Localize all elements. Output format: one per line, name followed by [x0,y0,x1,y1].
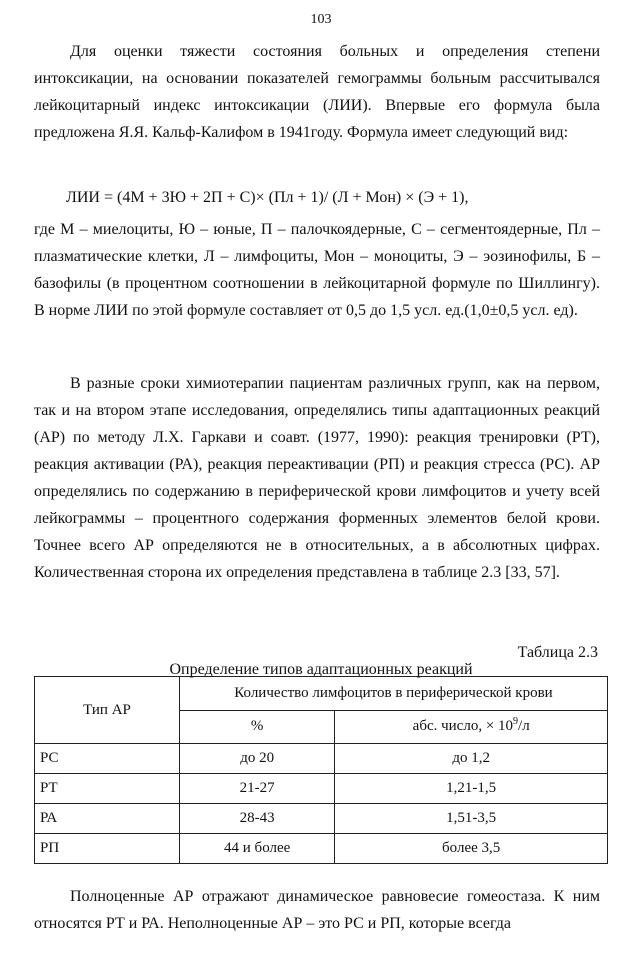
cell-percent: 28-43 [180,804,335,834]
cell-absolute: 1,51-3,5 [335,804,608,834]
header-abs-prefix: абс. число, × 10 [412,718,514,735]
paragraph-liі-intro [34,38,600,146]
paragraph-text: В разные сроки химиотерапии пациентам различных групп, как на первом, так и на втором этапе исследования, определялись типы адаптационных реакций (АР) по методу Л.Х. Гаркави и соавт. (1977, 1990): реакция тренировки (РТ), реакция активации (РА), реакция переактивации (РП) и реакция стресса (РС). АР определялись по содержанию в периферической крови лимфоцитов и учету всей лейкограммы – процентного содержания форменных элементов белой крови. Точнее всего АР определяются не в относительных, а в абсолютных цифрах. Количественная сторона их определения представлена в таблице 2.3 [33, 57]. [34,375,600,581]
header-abs-suffix: /л [518,718,530,735]
cell-absolute: до 1,2 [335,744,608,774]
cell-percent: до 20 [180,744,335,774]
header-percent: % [180,710,335,744]
header-absolute [335,710,608,744]
table-row [35,804,608,834]
page-number: 103 [310,12,332,27]
cell-type: РС [35,744,180,774]
table-row [35,744,608,774]
header-abs-exponent: 9 [513,716,519,728]
cell-percent: 21-27 [180,774,335,804]
table-label: Таблица 2.3 [517,644,598,661]
paragraph-text: Полноценные АР отражают динамическое равновесие гомеостаза. К ним относятся РТ и РА. Неполноценные АР – это РС и РП, которые всегда [34,888,600,932]
paragraph-adaptation-reactions [34,370,600,586]
paragraph-text: Для оценки тяжести состояния больных и определения степени интоксикации, на основании показателей гемограммы больным рассчитывался лейкоцитарный индекс интоксикации (ЛИИ). Впервые его формула была предложена Я.Я. Кальф-Калифом в 1941году. Формула имеет следующий вид: [34,43,600,141]
cell-type: РА [35,804,180,834]
table-caption: Определение типов адаптационных реакций [169,661,473,678]
cell-absolute: 1,21-1,5 [335,774,608,804]
cell-type: РП [35,834,180,864]
table-row [35,834,608,864]
adaptation-reactions-table [34,676,608,864]
cell-type: РТ [35,774,180,804]
paragraph-full-reactions [34,883,600,937]
header-type: Тип АР [35,677,180,744]
lii-formula: ЛИИ = (4М + 3Ю + 2П + С)× (Пл + 1)/ (Л + Мон) × (Э + 1), [66,189,469,206]
cell-absolute: более 3,5 [335,834,608,864]
header-lymphocyte-count: Количество лимфоцитов в периферической крови [180,677,608,711]
table-row [35,774,608,804]
paragraph-formula-legend [34,216,600,324]
paragraph-text: где М – миелоциты, Ю – юные, П – палочкоядерные, С – сегментоядерные, Пл – плазматические клетки, Л – лимфоциты, Мон – моноциты, Э – эозинофилы, Б – базофилы (в процентном соотношении в лейкоцитарной формуле по Шиллингу). В норме ЛИИ по этой формуле составляет от 0,5 до 1,5 усл. ед.(1,0±0,5 усл. ед). [34,221,600,319]
cell-percent: 44 и более [180,834,335,864]
